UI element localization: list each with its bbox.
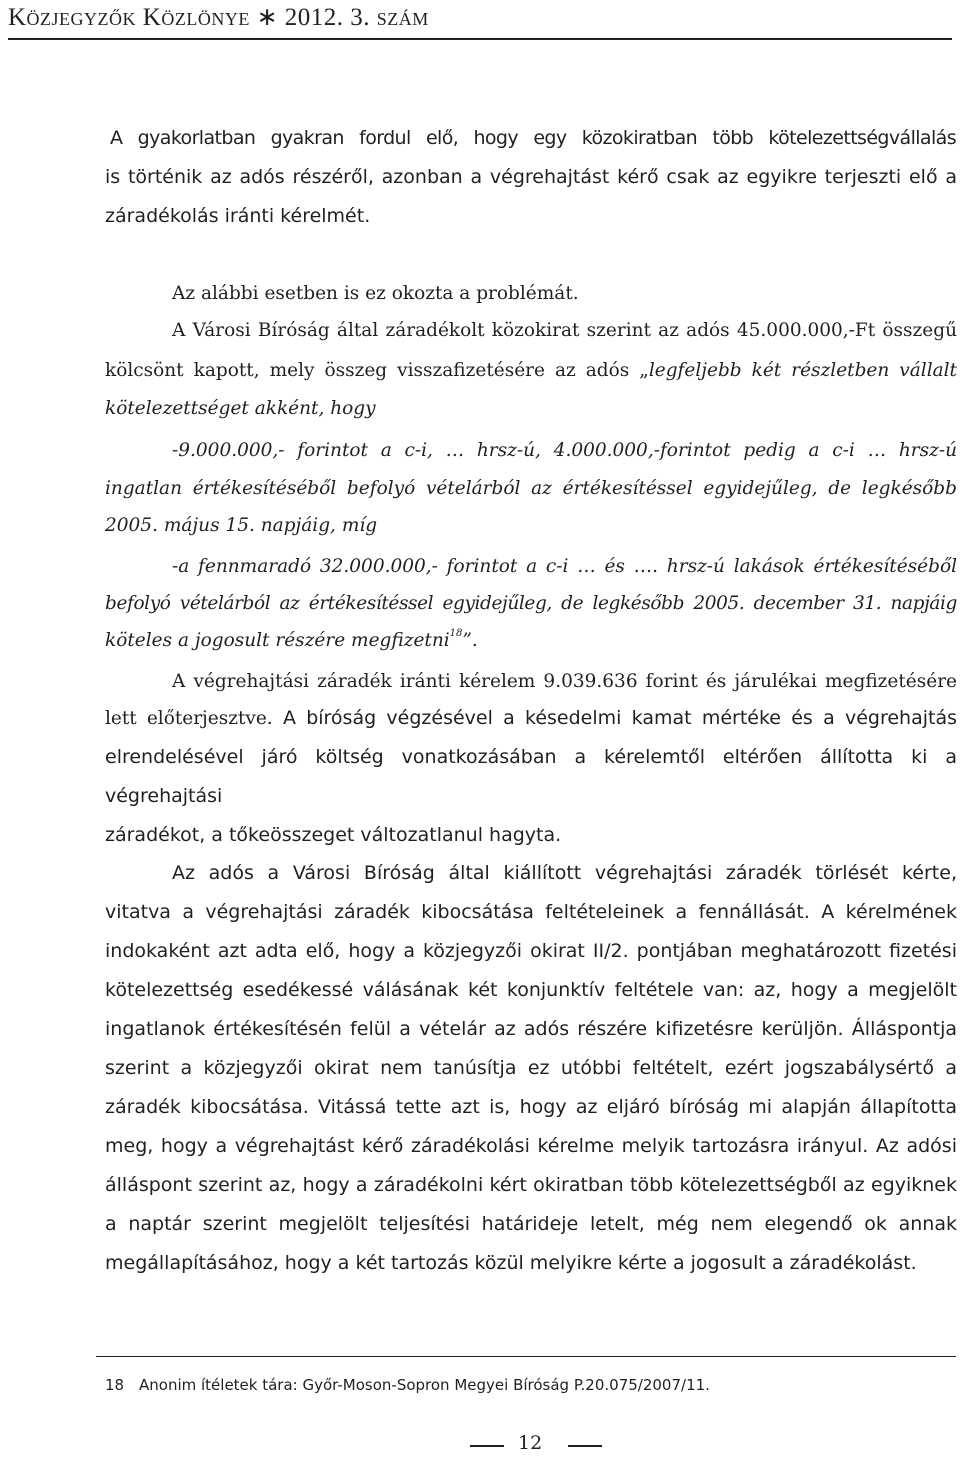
case-intro-text: Az alábbi esetben is ez okozta a problémát. bbox=[172, 283, 579, 304]
page-number-dash-left bbox=[470, 1445, 504, 1447]
intro-line-1: A gyakorlatban gyakran fordul elő, hogy egy közokiratban több kötelezettségvállalás bbox=[110, 127, 956, 149]
case-line-1 bbox=[172, 275, 957, 312]
case-pay-text: köteles a jogosult részére megfizetni bbox=[105, 630, 450, 651]
running-header bbox=[8, 4, 952, 32]
case-loan-text: kölcsönt kapott, mely összeg visszafizetésére az adós „ bbox=[105, 360, 649, 381]
page-number-block bbox=[470, 1426, 590, 1462]
objection-line-7: záradék kibocsátása. Vitássá tette azt is, hogy az eljáró bíróság mi alapján állapította bbox=[105, 1096, 957, 1118]
case-line-11 bbox=[172, 663, 957, 700]
case-line-12 bbox=[105, 699, 957, 855]
intro-paragraph bbox=[110, 119, 956, 158]
objection-line-3: indokaként azt adta elő, hogy a közjegyzői okirat II/2. pontjában meghatározott fizetési bbox=[105, 940, 957, 962]
case-ruling-cont: elrendelésével járó költség vonatkozásában a kérelemtől eltérően állította ki a végrehajtási bbox=[105, 746, 957, 807]
objection-line-10: a naptár szerint megjelölt teljesítési határideje letelt, még nem elegendő ok annak bbox=[105, 1213, 957, 1235]
case-line-6 bbox=[105, 470, 957, 544]
case-ruling-text: A bíróság végzésével a késedelmi kamat mértéke és a végrehajtás bbox=[272, 707, 958, 729]
footnote-rule bbox=[96, 1356, 956, 1357]
case-installment-1-cont: ingatlan értékesítéséből befolyó vételárból az értékesítéssel egyidejűleg, de legkésőbb bbox=[105, 478, 957, 499]
objection-line-9: álláspont szerint az, hogy a záradékolni kért okiratban több kötelezettségből az egyiknek bbox=[105, 1174, 957, 1196]
case-amount-text: A Városi Bíróság által záradékolt közokirat szerint az adós 45.000.000,-Ft összegű bbox=[172, 320, 957, 341]
footnote bbox=[105, 1376, 710, 1394]
case-ruling-line bbox=[105, 699, 957, 738]
case-ruling-end: záradékot, a tőkeösszeget változatlanul hagyta. bbox=[105, 824, 562, 846]
case-loan-line bbox=[105, 352, 957, 389]
case-installment-1-deadline: 2005. május 15. napjáig, míg bbox=[105, 515, 378, 536]
objection-line-4: kötelezettség esedékessé válásának két konjunktív feltétele van: az, hogy a megjelölt bbox=[105, 979, 957, 1001]
case-obligation-text: kötelezettséget akként, hogy bbox=[105, 398, 376, 419]
objection-line-1: Az adós a Városi Bíróság által kiállított végrehajtási záradék törlését kérte, bbox=[172, 862, 957, 884]
objection-line-5: ingatlanok értékesítésén felül a vételár az adós részére kifizetésre kerüljön. Álláspontja bbox=[105, 1018, 957, 1040]
case-line-8 bbox=[172, 548, 957, 585]
page-number: 12 bbox=[518, 1432, 543, 1454]
objection-line-8: meg, hogy a végrehajtást kérő záradékolási kérelme melyik tartozásra irányul. Az adósi bbox=[105, 1135, 957, 1157]
case-installment-2: -a fennmaradó 32.000.000,- forintot a c-i … és …. hrsz-ú lakások értékesítéséből bbox=[172, 556, 957, 577]
case-request-end: lett előterjesztve. bbox=[105, 708, 273, 729]
header-rule bbox=[8, 38, 952, 40]
case-line-3 bbox=[105, 352, 957, 389]
intro-line-2: is történik az adós részéről, azonban a végrehajtást kérő csak az egyikre terjeszti elő a bbox=[105, 166, 957, 188]
footnote-text: Anonim ítéletek tára: Győr-Moson-Sopron Megyei Bíróság P.20.075/2007/11. bbox=[139, 1376, 710, 1394]
closing-quote: ”. bbox=[462, 630, 478, 651]
case-request-text: A végrehajtási záradék iránti kérelem 9.039.636 forint és járulékai megfizetésére bbox=[172, 671, 957, 692]
objection-line-6: szerint a közjegyzői okirat nem tanúsítja ez utóbbi feltételt, ezért jogszabálysértő a bbox=[105, 1057, 957, 1079]
case-loan-italic: legfeljebb két részletben vállalt bbox=[648, 360, 957, 381]
footnote-ref: 18 bbox=[449, 628, 463, 639]
intro-paragraph-cont bbox=[105, 158, 957, 236]
case-line-9 bbox=[105, 585, 957, 659]
journal-title: Közjegyzők Közlönye ∗ 2012. 3. szám bbox=[8, 4, 429, 31]
objection-line-11: megállapításához, hogy a két tartozás közül melyikre kérte a jogosult a záradékolást. bbox=[105, 1252, 917, 1274]
case-line-2 bbox=[172, 312, 957, 349]
case-line-5 bbox=[172, 432, 957, 469]
case-installment-2-cont: befolyó vételárból az értékesítéssel egyidejűleg, de legkésőbb 2005. december 31. napjáig bbox=[105, 593, 957, 614]
objection-paragraph bbox=[105, 893, 957, 1283]
case-installment-2-end bbox=[105, 622, 957, 659]
page-number-dash-right bbox=[568, 1445, 602, 1447]
case-installment-1: -9.000.000,- forintot a c-i, … hrsz-ú, 4.000.000,-forintot pedig a c-i … hrsz-ú bbox=[172, 440, 957, 461]
objection-paragraph-first bbox=[172, 854, 957, 893]
objection-line-2: vitatva a végrehajtási záradék kibocsátása feltételeinek a fennállását. A kérelmének bbox=[105, 901, 957, 923]
footnote-number: 18 bbox=[105, 1376, 125, 1394]
case-line-4 bbox=[105, 390, 957, 427]
intro-line-3: záradékolás iránti kérelmét. bbox=[105, 205, 371, 227]
